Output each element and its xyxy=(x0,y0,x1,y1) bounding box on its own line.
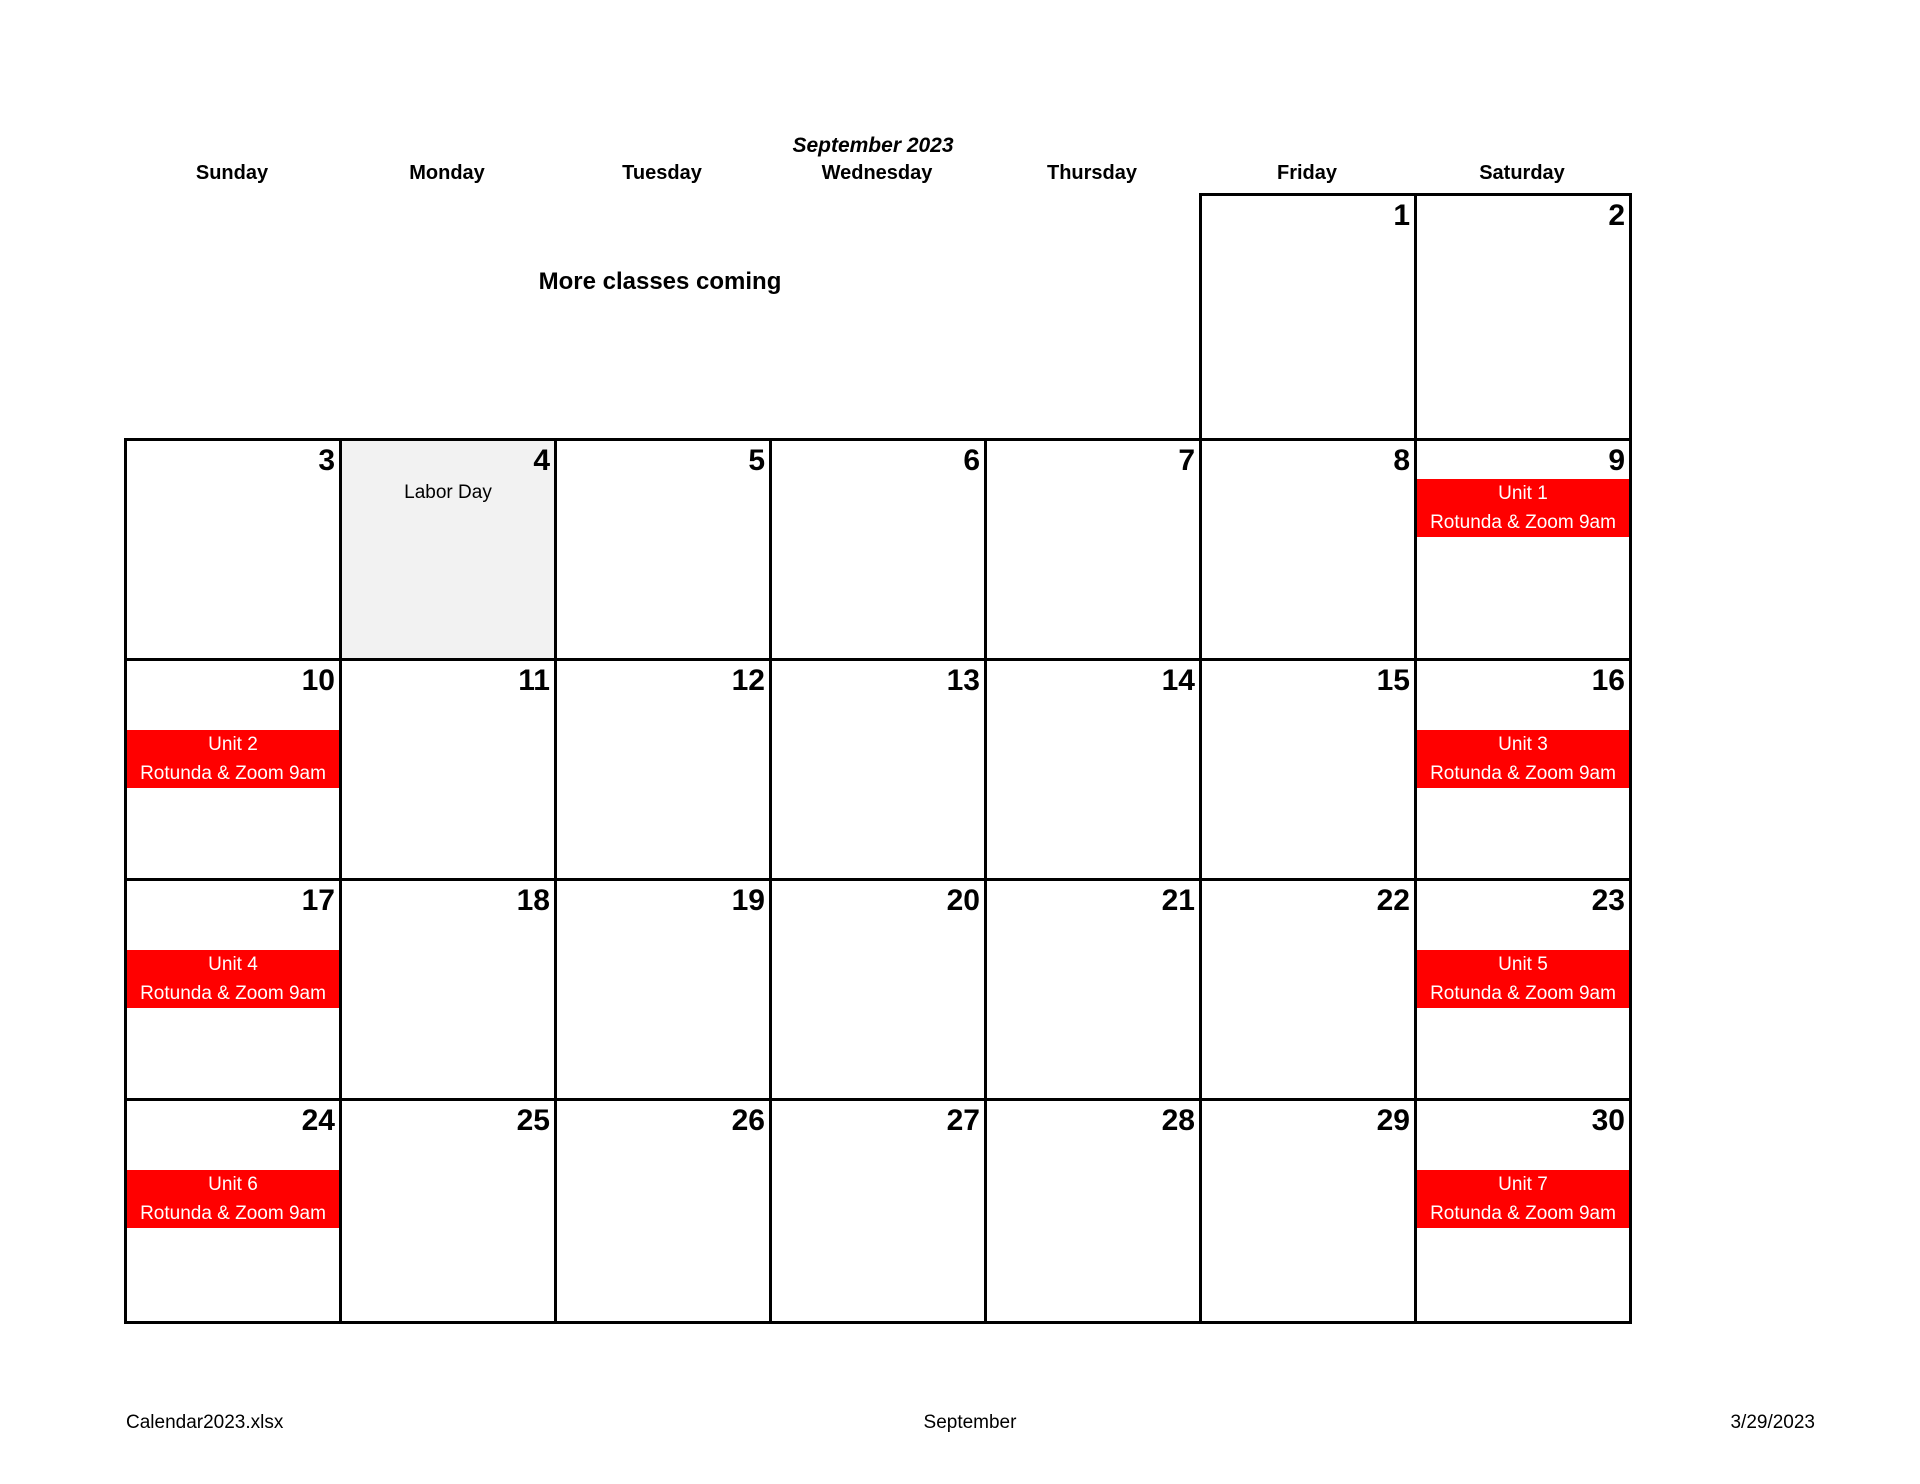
event-title: Unit 7 xyxy=(1498,1174,1548,1195)
day-cell-28 xyxy=(984,1098,1202,1324)
day-cell-13 xyxy=(769,658,987,884)
day-cell-15 xyxy=(1199,658,1417,884)
day-number: 1 xyxy=(1393,199,1410,232)
day-number: 7 xyxy=(1178,444,1195,477)
day-cell-20 xyxy=(769,878,987,1104)
day-cell-17 xyxy=(124,878,342,1104)
day-cell-12 xyxy=(554,658,772,884)
event-location: Rotunda & Zoom 9am xyxy=(1430,763,1616,784)
day-header-thursday: Thursday xyxy=(1046,162,1138,184)
day-number: 8 xyxy=(1393,444,1410,477)
day-cell-26 xyxy=(554,1098,772,1324)
more-classes-note: More classes coming xyxy=(538,268,782,295)
day-cell-14 xyxy=(984,658,1202,884)
class-event xyxy=(127,730,339,788)
day-cell-16 xyxy=(1414,658,1632,884)
day-cell-25 xyxy=(339,1098,557,1324)
event-location: Rotunda & Zoom 9am xyxy=(1430,1203,1616,1224)
event-title: Unit 2 xyxy=(208,734,258,755)
day-cell-29 xyxy=(1199,1098,1417,1324)
day-number: 19 xyxy=(731,884,765,917)
footer-date: 3/29/2023 xyxy=(1730,1412,1815,1433)
day-number: 12 xyxy=(731,664,765,697)
day-number: 28 xyxy=(1161,1104,1195,1137)
class-event xyxy=(1417,1170,1629,1228)
day-number: 22 xyxy=(1376,884,1410,917)
day-number: 3 xyxy=(318,444,335,477)
day-cell-7 xyxy=(984,438,1202,664)
day-number: 6 xyxy=(963,444,980,477)
day-cell-18 xyxy=(339,878,557,1104)
day-cell-3 xyxy=(124,438,342,664)
day-number: 11 xyxy=(518,664,550,697)
event-location: Rotunda & Zoom 9am xyxy=(140,1203,326,1224)
day-number: 9 xyxy=(1608,444,1625,477)
holiday-label: Labor Day xyxy=(404,482,492,503)
day-number: 17 xyxy=(301,884,335,917)
class-event xyxy=(127,1170,339,1228)
day-cell-2 xyxy=(1414,193,1632,444)
class-event xyxy=(1417,950,1629,1008)
class-event xyxy=(127,950,339,1008)
event-title: Unit 5 xyxy=(1498,954,1548,975)
day-cell-22 xyxy=(1199,878,1417,1104)
day-number: 20 xyxy=(946,884,980,917)
event-location: Rotunda & Zoom 9am xyxy=(140,763,326,784)
day-cell-24 xyxy=(124,1098,342,1324)
day-number: 21 xyxy=(1161,884,1195,917)
event-title: Unit 6 xyxy=(208,1174,258,1195)
day-header-friday: Friday xyxy=(1276,162,1338,184)
day-cell-4 xyxy=(339,438,557,664)
day-cell-5 xyxy=(554,438,772,664)
day-header-monday: Monday xyxy=(409,162,485,184)
class-event xyxy=(1417,730,1629,788)
footer-sheet-name: September xyxy=(923,1412,1017,1433)
event-location: Rotunda & Zoom 9am xyxy=(140,983,326,1004)
event-title: Unit 3 xyxy=(1498,734,1548,755)
calendar-title: September 2023 xyxy=(792,134,954,157)
day-number: 24 xyxy=(301,1104,335,1137)
day-number: 14 xyxy=(1161,664,1195,697)
day-number: 18 xyxy=(516,884,550,917)
day-header-tuesday: Tuesday xyxy=(622,162,702,184)
day-cell-1 xyxy=(1199,193,1417,444)
day-header-wednesday: Wednesday xyxy=(821,162,933,184)
day-number: 5 xyxy=(748,444,765,477)
day-number: 16 xyxy=(1591,664,1625,697)
day-number: 25 xyxy=(516,1104,550,1137)
day-cell-10 xyxy=(124,658,342,884)
day-number: 13 xyxy=(946,664,980,697)
day-cell-30 xyxy=(1414,1098,1632,1324)
day-number: 23 xyxy=(1591,884,1625,917)
event-location: Rotunda & Zoom 9am xyxy=(1430,983,1616,1004)
day-number: 27 xyxy=(946,1104,980,1137)
day-cell-21 xyxy=(984,878,1202,1104)
day-header-saturday: Saturday xyxy=(1479,162,1565,184)
day-cell-8 xyxy=(1199,438,1417,664)
day-cell-6 xyxy=(769,438,987,664)
footer-filename: Calendar2023.xlsx xyxy=(126,1412,284,1433)
event-title: Unit 1 xyxy=(1498,483,1548,504)
class-event xyxy=(1417,479,1629,537)
day-cell-19 xyxy=(554,878,772,1104)
day-cell-9 xyxy=(1414,438,1632,664)
day-cell-27 xyxy=(769,1098,987,1324)
day-cell-11 xyxy=(339,658,557,884)
event-location: Rotunda & Zoom 9am xyxy=(1430,512,1616,533)
day-number: 15 xyxy=(1376,664,1410,697)
day-number: 30 xyxy=(1591,1104,1625,1137)
day-number: 10 xyxy=(301,664,335,697)
day-header-sunday: Sunday xyxy=(195,162,269,184)
day-number: 2 xyxy=(1608,199,1625,232)
day-number: 29 xyxy=(1376,1104,1410,1137)
day-number: 26 xyxy=(731,1104,765,1137)
day-number: 4 xyxy=(533,444,550,477)
event-title: Unit 4 xyxy=(208,954,258,975)
day-cell-23 xyxy=(1414,878,1632,1104)
